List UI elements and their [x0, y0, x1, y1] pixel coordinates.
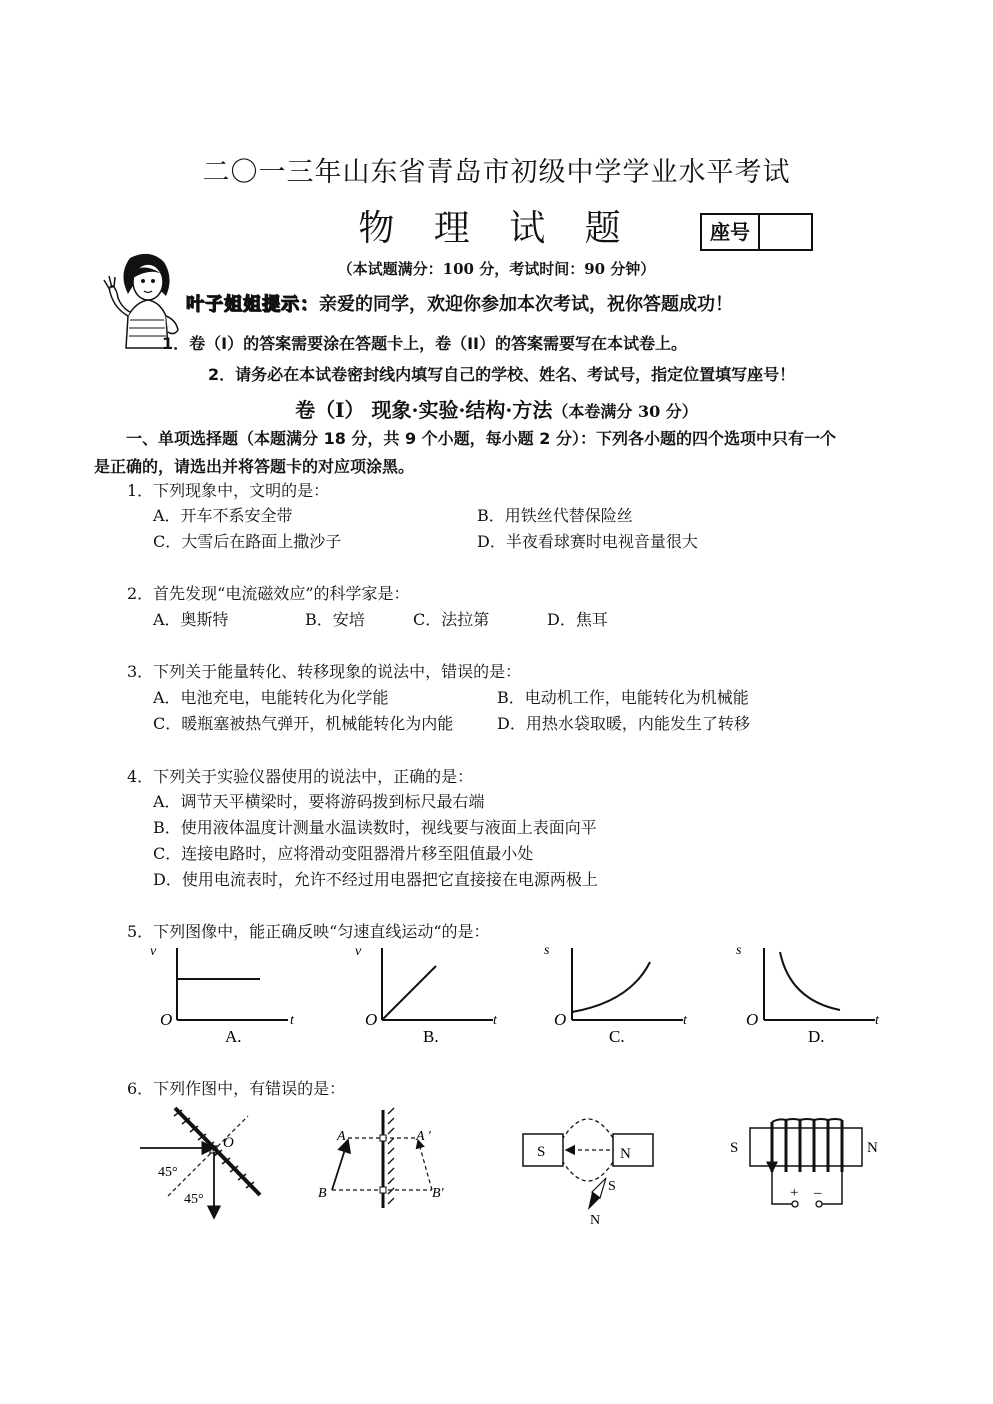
terminal-minus	[816, 1201, 822, 1207]
section-title	[0, 394, 993, 423]
image-label-a2: A ′	[416, 1129, 431, 1144]
graph-c[interactable]	[544, 943, 688, 1046]
graph-c-origin: O	[554, 1010, 567, 1029]
graph-d[interactable]	[736, 943, 880, 1046]
tip-item-2: 2．请务必在本试卷密封线内填写自己的学校、姓名、考试号，指定位置填写座号！	[208, 365, 796, 384]
question-4-option-d[interactable]: D．使用电流表时，允许不经过用电器把它直接接在电源两极上	[153, 870, 598, 889]
tips-label: 叶子姐姐提示：	[186, 294, 319, 315]
upper-field-line	[563, 1119, 613, 1138]
question-3-option-b[interactable]: B．电动机工作，电能转化为机械能	[497, 688, 749, 707]
graph-a[interactable]	[150, 944, 295, 1046]
graph-d-curve	[780, 952, 840, 1010]
graph-b[interactable]	[355, 944, 498, 1046]
graph-a-y-label: v	[150, 944, 157, 959]
figure-plane-mirror-image[interactable]	[318, 1108, 445, 1208]
coil-left-label: S	[730, 1140, 739, 1156]
graph-b-line	[382, 966, 436, 1020]
graph-c-x-label: t	[683, 1013, 687, 1028]
question-1-stem: 1．下列现象中，文明的是：	[127, 481, 330, 500]
tips-greeting: 亲爱的同学，欢迎你参加本次考试，祝你答题成功！	[319, 294, 733, 315]
seat-label: 座号	[702, 215, 760, 249]
section-instruction-line1: 一、单项选择题（本题满分 18 分，共 9 个小题，每小题 2 分）：下列各小题的四个选项中只有一个	[126, 429, 836, 448]
figure-solenoid[interactable]	[730, 1119, 878, 1207]
section-title-text: 卷（I） 现象·实验·结构·方法	[295, 398, 553, 422]
seat-number-box[interactable]	[700, 213, 813, 251]
motion-graphs	[140, 940, 900, 1050]
graph-a-x-label: t	[290, 1013, 294, 1028]
graph-c-label: C.	[609, 1027, 625, 1046]
terminal-plus	[792, 1201, 798, 1207]
question-3-stem: 3．下列关于能量转化、转移现象的说法中，错误的是：	[127, 662, 522, 681]
coil-right-label: N	[867, 1140, 878, 1156]
graph-c-y-label: s	[544, 943, 550, 958]
graph-b-x-label: t	[493, 1013, 497, 1028]
question-2-option-a[interactable]: A．奥斯特	[153, 610, 229, 629]
plus-label: +	[790, 1185, 799, 1201]
image-arrow	[418, 1140, 432, 1190]
needle-n-label: N	[590, 1213, 601, 1228]
graph-c-curve	[572, 962, 650, 1012]
graph-a-label: A.	[225, 1027, 242, 1046]
question-2-option-c[interactable]: C．法拉第	[413, 610, 490, 629]
magnet-left-label: S	[537, 1144, 546, 1160]
question-5-stem: 5．下列图像中，能正确反映“匀速直线运动“的是：	[127, 922, 490, 941]
question-2-option-d[interactable]: D．焦耳	[547, 610, 608, 629]
mirror-point-label: O	[223, 1135, 234, 1151]
angle-in-label: 45°	[158, 1165, 178, 1180]
graph-d-origin: O	[746, 1010, 759, 1029]
needle-s-label: S	[608, 1179, 616, 1194]
exam-title: 二〇一三年山东省青岛市初级中学学业水平考试	[202, 157, 791, 188]
figure-magnet-field[interactable]	[523, 1119, 653, 1228]
graph-d-y-label: s	[736, 943, 742, 958]
normal-line	[168, 1116, 248, 1196]
question-2-stem: 2．首先发现“电流磁效应”的科学家是：	[127, 584, 410, 603]
image-label-b: B	[318, 1186, 327, 1201]
question-2-option-b[interactable]: B．安培	[305, 610, 365, 629]
seat-number-field[interactable]	[760, 215, 811, 249]
question-4-option-c[interactable]: C．连接电路时，应将滑动变阻器滑片移至阻值最小处	[153, 844, 534, 863]
question-1-option-a[interactable]: A．开车不系安全带	[153, 506, 293, 525]
right-magnet	[613, 1134, 653, 1166]
question-1-option-d[interactable]: D．半夜看球赛时电视音量很大	[477, 532, 698, 551]
question-4-option-a[interactable]: A．调节天平横梁时，要将游码拨到标尺最右端	[153, 792, 485, 811]
figure-mirror-reflection[interactable]	[140, 1108, 260, 1218]
question-4-stem: 4．下列关于实验仪器使用的说法中，正确的是：	[127, 767, 474, 786]
question-4-option-b[interactable]: B．使用液体温度计测量水温读数时，视线要与液面上表面向平	[153, 818, 597, 837]
section-instruction-line2: 是正确的，请选出并将答题卡的对应项涂黑。	[94, 457, 415, 476]
question-3-option-d[interactable]: D．用热水袋取暖，内能发生了转移	[497, 714, 750, 733]
question-1-option-c[interactable]: C．大雪后在路面上撒沙子	[153, 532, 342, 551]
angle-out-label: 45°	[184, 1192, 204, 1207]
graph-d-x-label: t	[875, 1013, 879, 1028]
subject-title: 物 理 试 题	[358, 208, 635, 249]
graph-b-y-label: v	[355, 944, 362, 959]
graph-b-label: B.	[423, 1027, 439, 1046]
image-label-b2: B′	[432, 1186, 444, 1201]
tips-heading	[186, 290, 733, 316]
question-3-option-a[interactable]: A．电池充电，电能转化为化学能	[153, 688, 389, 707]
question-1-option-b[interactable]: B．用铁丝代替保险丝	[477, 506, 633, 525]
magnet-right-label: N	[620, 1146, 631, 1162]
question-6-stem: 6．下列作图中，有错误的是：	[127, 1079, 346, 1098]
diagram-figures	[130, 1100, 890, 1230]
graph-d-label: D.	[808, 1027, 825, 1046]
graph-a-origin: O	[160, 1010, 173, 1029]
tip-item-1: 1．卷（I）的答案需要涂在答题卡上，卷（II）的答案需要写在本试卷上。	[162, 334, 687, 353]
exam-info: （本试题满分：100 分，考试时间：90 分钟）	[337, 260, 656, 278]
object-arrow	[332, 1140, 348, 1190]
question-3-option-c[interactable]: C．暖瓶塞被热气弹开，机械能转化为内能	[153, 714, 454, 733]
graph-b-origin: O	[365, 1010, 378, 1029]
minus-label: –	[814, 1185, 822, 1201]
section-score: （本卷满分 30 分）	[552, 402, 698, 421]
image-label-a: A	[337, 1129, 346, 1144]
solenoid-core	[750, 1128, 862, 1166]
